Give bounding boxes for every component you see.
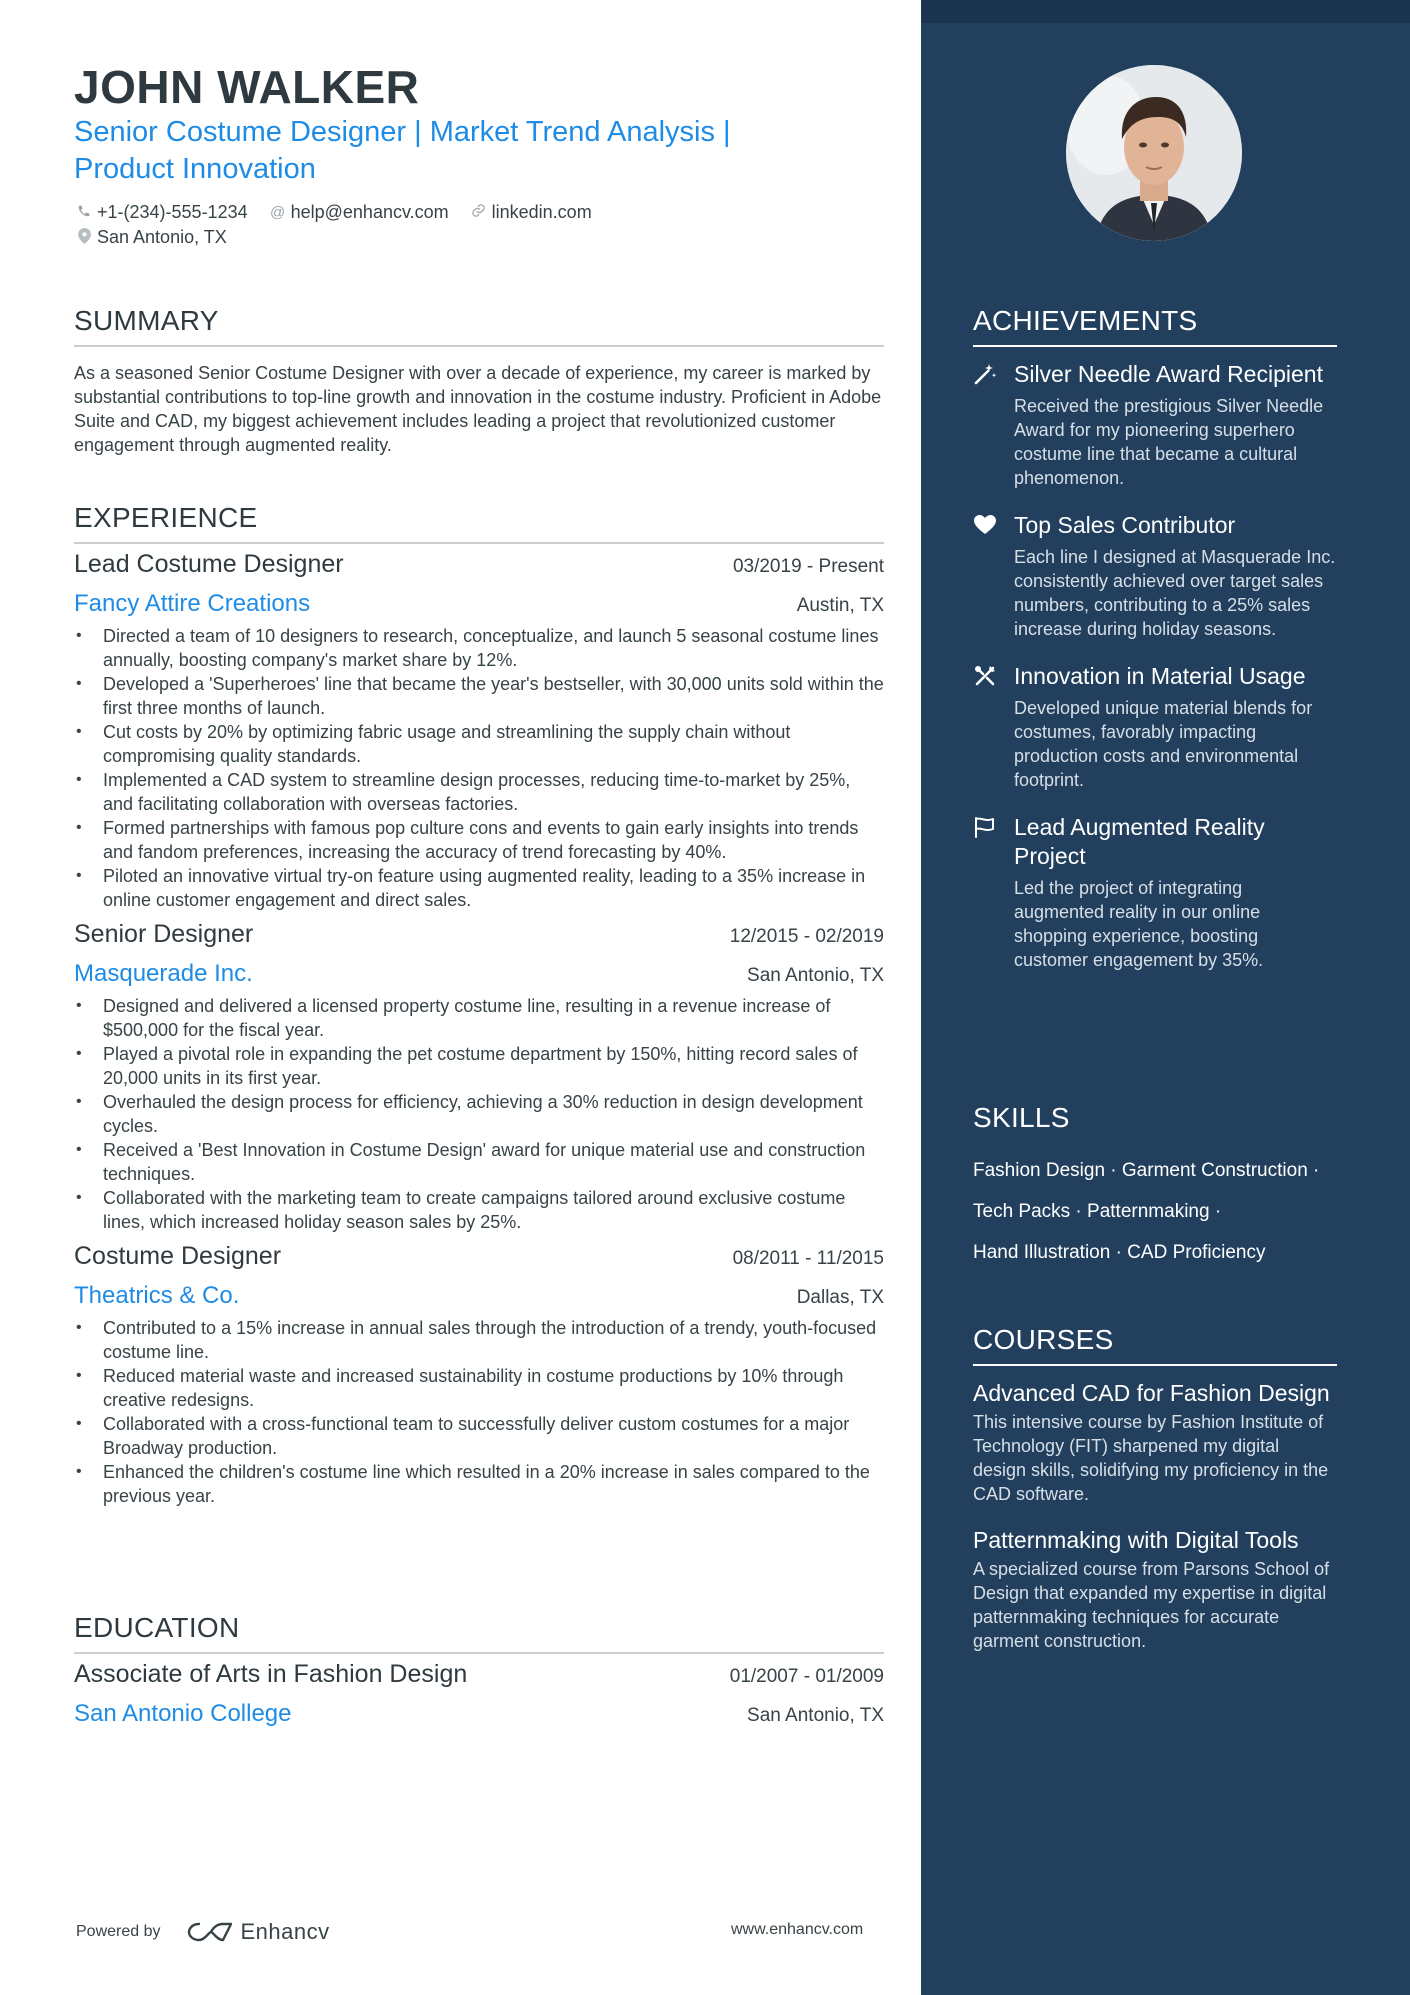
- achievement-desc: Led the project of integrating augmented reality in our online shopping experience, boosting customer engagement by 35%.: [1014, 878, 1264, 970]
- skills-line: Hand Illustration · CAD Proficiency: [973, 1242, 1266, 1263]
- course-desc: This intensive course by Fashion Institute of Technology (FIT) sharpened my digital design skills, solidifying my proficiency in the CAD software.: [973, 1412, 1329, 1504]
- bullet-item: • Played a pivotal role in expanding the pet costume department by 150%, hitting record sales of 20,000 units in its first year.: [74, 1042, 884, 1090]
- skills-heading: SKILLS: [973, 1102, 1070, 1133]
- location-pin-icon: [74, 228, 94, 248]
- bullet-item: • Piloted an innovative virtual try-on feature using augmented reality, leading to a 35% increase in online customer engagement and direct sales.: [74, 864, 884, 912]
- skills-line: Fashion Design · Garment Construction ·: [973, 1160, 1320, 1181]
- enhancv-logo-text: Enhancv: [240, 1919, 330, 1944]
- achievement-desc: Received the prestigious Silver Needle Award for my pioneering superhero costume line that became a cultural phenomenon.: [1014, 396, 1324, 488]
- job-location: Dallas, TX: [796, 1287, 884, 1308]
- job-company: Theatrics & Co.: [74, 1282, 240, 1309]
- bullet-item: • Contributed to a 15% increase in annual sales through the introduction of a trendy, youth-focused costume line.: [74, 1316, 884, 1364]
- link-icon: [469, 203, 489, 222]
- phone-text: +1-(234)-555-1234: [97, 202, 248, 222]
- course-title: Patternmaking with Digital Tools: [973, 1527, 1299, 1553]
- magic-wand-icon: [973, 362, 999, 388]
- summary-heading: SUMMARY: [74, 305, 219, 336]
- email[interactable]: [268, 202, 449, 223]
- achievements-heading: ACHIEVEMENTS: [973, 305, 1198, 336]
- candidate-title: [74, 114, 834, 188]
- enhancv-logo[interactable]: [187, 1919, 330, 1945]
- sidebar-top-band: [921, 0, 1410, 23]
- course-title: Advanced CAD for Fashion Design: [973, 1380, 1330, 1406]
- powered-by: [76, 1919, 330, 1945]
- job-dates: 03/2019 - Present: [732, 556, 884, 577]
- bullet-item: • Designed and delivered a licensed property costume line, resulting in a revenue increase of $500,000 for the fiscal year.: [74, 994, 884, 1042]
- linkedin[interactable]: [469, 202, 592, 223]
- education-heading: EDUCATION: [74, 1612, 240, 1643]
- flag-icon: [973, 815, 999, 841]
- title-line-1: Senior Costume Designer | Market Trend Analysis |: [74, 116, 731, 148]
- summary-text: As a seasoned Senior Costume Designer with over a decade of experience, my career is marked by substantial contributions to top-line growth and innovation in the costume industry. Proficient in Adobe Suite and CAD, my biggest achievement includes leading a project that revolutionized customer engagement through augmented reality.: [74, 363, 882, 455]
- achievement-title: Silver Needle Award Recipient: [1014, 361, 1323, 387]
- job-role: Lead Costume Designer: [74, 550, 344, 578]
- job-bullets: [74, 1316, 884, 1508]
- achievement-item: [973, 662, 1337, 792]
- candidate-name: JOHN WALKER: [74, 61, 420, 113]
- bullet-item: • Enhanced the children's costume line which resulted in a 20% increase in sales compared to the previous year.: [74, 1460, 884, 1508]
- location: [74, 227, 227, 248]
- job-role: Senior Designer: [74, 920, 254, 948]
- email-text: help@enhancv.com: [290, 202, 449, 222]
- footer-url[interactable]: www.enhancv.com: [731, 1921, 864, 1938]
- profile-photo: [1066, 65, 1242, 241]
- job-dates: 08/2011 - 11/2015: [732, 1248, 884, 1269]
- job-bullets: [74, 994, 884, 1234]
- job-dates: 12/2015 - 02/2019: [729, 926, 884, 947]
- education-section: [74, 1612, 884, 1734]
- divider: [973, 1364, 1337, 1366]
- skills-section: [973, 1102, 1337, 1273]
- course-item: [973, 1526, 1337, 1653]
- course-item: [973, 1379, 1337, 1506]
- bullet-item: • Reduced material waste and increased sustainability in costume productions by 10% through creative redesigns.: [74, 1364, 884, 1412]
- achievement-item: [973, 360, 1337, 490]
- linkedin-text: linkedin.com: [491, 202, 592, 222]
- bullet-item: • Overhauled the design process for efficiency, achieving a 30% reduction in design development cycles.: [74, 1090, 884, 1138]
- job-company: Fancy Attire Creations: [74, 590, 311, 617]
- divider: [74, 1652, 884, 1654]
- job-entry: [74, 550, 884, 912]
- achievement-title: Lead Augmented Reality Project: [1014, 814, 1265, 869]
- courses-heading: COURSES: [973, 1324, 1114, 1355]
- job-entry: [74, 1242, 884, 1508]
- divider: [74, 345, 884, 347]
- achievements-section: [973, 305, 1337, 993]
- job-entry: [74, 920, 884, 1234]
- education-dates: 01/2007 - 01/2009: [729, 1666, 884, 1687]
- achievement-item: [973, 511, 1337, 641]
- tools-icon: [973, 664, 999, 690]
- achievement-title: Innovation in Material Usage: [1014, 663, 1306, 689]
- contact-info: [74, 200, 612, 250]
- achievement-title: Top Sales Contributor: [1014, 512, 1236, 538]
- job-location: San Antonio, TX: [747, 965, 884, 986]
- bullet-item: • Implemented a CAD system to streamline design processes, reducing time-to-market by 25%, and facilitating collaboration with overseas factories.: [74, 768, 884, 816]
- bullet-item: • Cut costs by 20% by optimizing fabric usage and streamlining the supply chain without compromising quality standards.: [74, 720, 884, 768]
- courses-section: [973, 1324, 1337, 1673]
- bullet-item: • Collaborated with a cross-functional team to successfully deliver custom costumes for a major Broadway production.: [74, 1412, 884, 1460]
- achievement-desc: Each line I designed at Masquerade Inc. consistently achieved over target sales numbers, contributing to a 25% sales increase during holiday seasons.: [1014, 547, 1336, 639]
- title-line-2: Product Innovation: [74, 153, 316, 185]
- course-desc: A specialized course from Parsons School of Design that expanded my expertise in digital patternmaking techniques for accurate garment construction.: [973, 1559, 1330, 1651]
- job-company: Masquerade Inc.: [74, 960, 253, 987]
- summary-section: [74, 305, 884, 457]
- at-icon: @: [269, 204, 286, 221]
- job-role: Costume Designer: [74, 1242, 282, 1270]
- job-bullets: [74, 624, 884, 912]
- bullet-item: • Directed a team of 10 designers to research, conceptualize, and launch 5 seasonal costume lines annually, boosting company's market share by 12%.: [74, 624, 884, 672]
- job-location: Austin, TX: [796, 595, 884, 616]
- experience-section: [74, 502, 884, 1516]
- bullet-item: • Developed a 'Superheroes' line that became the year's bestseller, with 30,000 units sold within the first three months of launch.: [74, 672, 884, 720]
- enhancv-logo-icon: [187, 1920, 233, 1944]
- achievement-desc: Developed unique material blends for costumes, favorably impacting production costs and environmental footprint.: [1014, 698, 1313, 790]
- education-location: San Antonio, TX: [747, 1705, 884, 1726]
- phone-icon: [74, 204, 94, 222]
- experience-heading: EXPERIENCE: [74, 502, 258, 533]
- divider: [973, 345, 1337, 347]
- heart-icon: [973, 513, 999, 539]
- sidebar: [921, 0, 1410, 1995]
- bullet-item: • Formed partnerships with famous pop culture cons and events to gain early insights into trends and fandom preferences, increasing the accuracy of trend forecasting by 40%.: [74, 816, 884, 864]
- skills-line: Tech Packs · Patternmaking ·: [973, 1201, 1222, 1222]
- school: San Antonio College: [74, 1700, 292, 1727]
- location-text: San Antonio, TX: [97, 227, 227, 247]
- divider: [74, 542, 884, 544]
- degree: Associate of Arts in Fashion Design: [74, 1660, 468, 1688]
- phone[interactable]: [74, 202, 248, 223]
- powered-by-text: Powered by: [76, 1923, 161, 1940]
- bullet-item: • Received a 'Best Innovation in Costume Design' award for unique material use and construction techniques.: [74, 1138, 884, 1186]
- bullet-item: • Collaborated with the marketing team to create campaigns tailored around exclusive costume lines, which increased holiday season sales by 25%.: [74, 1186, 884, 1234]
- achievement-item: [973, 813, 1337, 972]
